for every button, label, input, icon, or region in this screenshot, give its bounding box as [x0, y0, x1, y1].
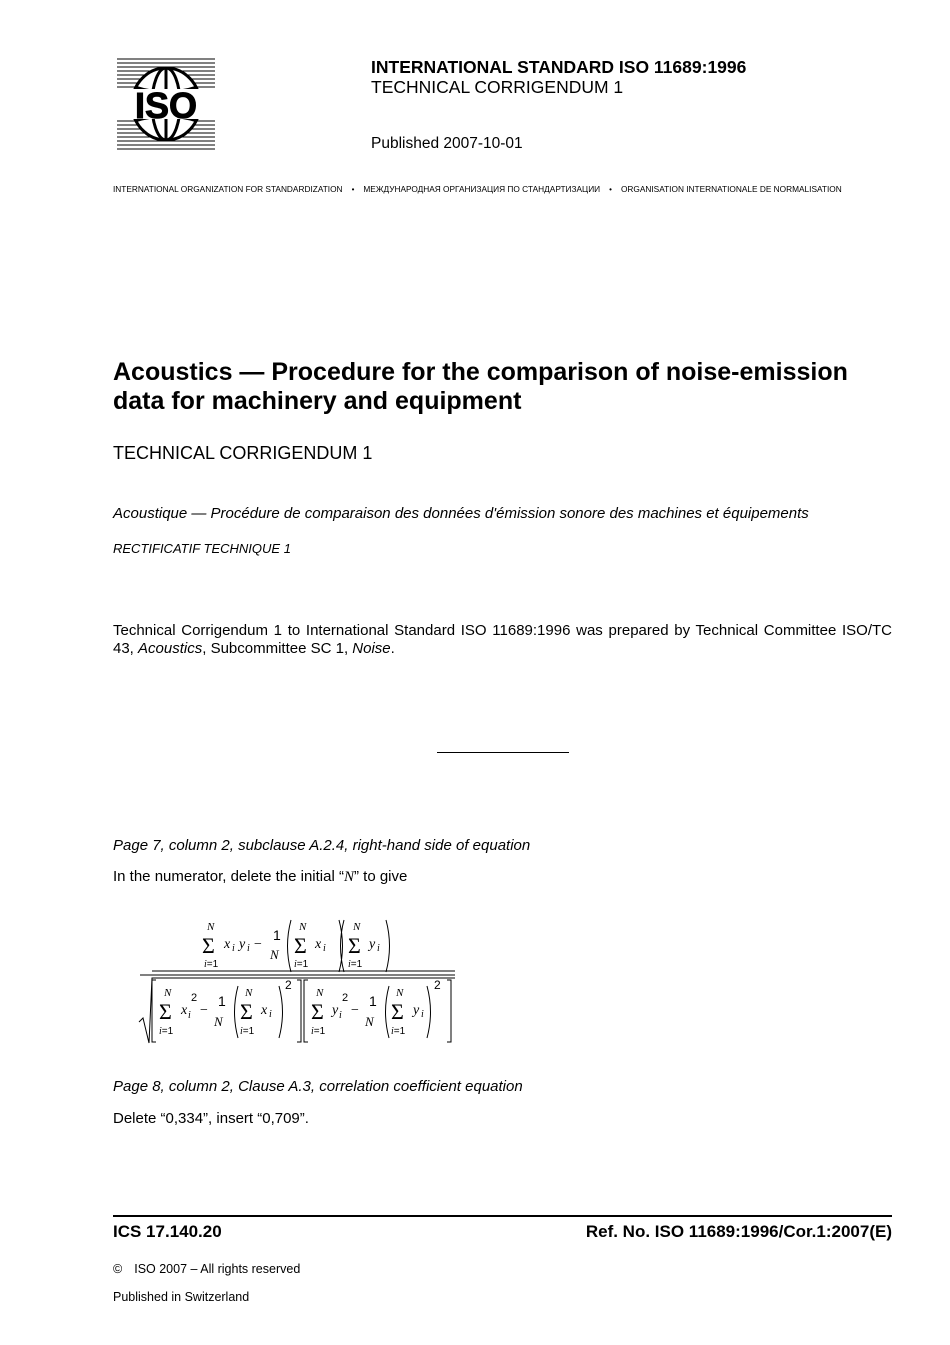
svg-text:i=1: i=1: [240, 1026, 255, 1037]
svg-text:i: i: [339, 1010, 342, 1021]
foreword-paragraph: Technical Corrigendum 1 to International Standard ISO 11689:1996 was prepared by Technical Committee ISO/TC 43, Acoustics, Subcommittee SC 1, Noise.: [113, 622, 892, 657]
svg-text:N: N: [365, 1014, 374, 1029]
svg-text:Σ: Σ: [311, 999, 324, 1024]
copyright-icon: ©: [113, 1262, 123, 1276]
svg-text:i=1: i=1: [311, 1026, 326, 1037]
org-name-french: ORGANISATION INTERNATIONALE DE NORMALISATION: [620, 184, 842, 194]
svg-text:y: y: [413, 1003, 420, 1018]
svg-text:2: 2: [285, 978, 292, 992]
svg-text:i: i: [269, 1009, 272, 1020]
footer-rule: [113, 1215, 892, 1217]
svg-text:i: i: [247, 943, 250, 954]
svg-text:i=1: i=1: [294, 959, 309, 970]
svg-text:Σ: Σ: [159, 999, 172, 1024]
reference-number: Ref. No. ISO 11689:1996/Cor.1:2007(E): [585, 1222, 892, 1241]
subcommittee-name: Noise: [352, 640, 391, 657]
svg-text:N: N: [316, 987, 324, 999]
svg-text:i: i: [421, 1009, 424, 1020]
svg-text:N: N: [353, 921, 361, 933]
svg-text:−: −: [351, 1003, 359, 1018]
bullet-separator: •: [351, 184, 355, 194]
svg-text:N: N: [245, 987, 253, 999]
svg-text:Σ: Σ: [391, 999, 404, 1024]
svg-text:i=1: i=1: [391, 1026, 406, 1037]
standard-title: INTERNATIONAL STANDARD ISO 11689:1996: [371, 57, 747, 77]
corrigendum-header-label: TECHNICAL CORRIGENDUM 1: [371, 77, 624, 97]
organization-line: [113, 184, 893, 194]
svg-text:x: x: [315, 937, 322, 952]
correction-1-instruction: In the numerator, delete the initial “N” to give: [113, 868, 408, 885]
svg-text:i: i: [377, 943, 380, 954]
svg-text:Σ: Σ: [348, 933, 361, 958]
svg-text:y: y: [332, 1003, 339, 1018]
org-name-english: INTERNATIONAL ORGANIZATION FOR STANDARDIZATION: [113, 184, 343, 194]
svg-text:N: N: [270, 947, 279, 962]
svg-text:x: x: [224, 937, 231, 952]
svg-text:1: 1: [218, 993, 226, 1009]
correction-1-reference: Page 7, column 2, subclause A.2.4, right-hand side of equation: [113, 837, 531, 854]
iso-logo: [117, 57, 215, 151]
svg-text:i=1: i=1: [348, 959, 363, 970]
svg-text:2: 2: [342, 992, 349, 1004]
svg-text:N: N: [299, 921, 307, 933]
bullet-separator: •: [609, 184, 612, 194]
svg-text:−: −: [200, 1003, 208, 1018]
correction-2-reference: Page 8, column 2, Clause A.3, correlation coefficient equation: [113, 1078, 523, 1095]
correlation-equation: [130, 910, 470, 1055]
svg-text:Σ: Σ: [240, 999, 253, 1024]
document-title: Acoustics — Procedure for the comparison of noise-emission data for machinery and equipment: [113, 358, 848, 415]
svg-text:x: x: [261, 1003, 268, 1018]
org-name-russian: МЕЖДУНАРОДНАЯ ОРГАНИЗАЦИЯ ПО СТАНДАРТИЗАЦИИ: [363, 184, 601, 194]
corrigendum-label: TECHNICAL CORRIGENDUM 1: [113, 443, 373, 463]
svg-text:N: N: [207, 921, 215, 933]
svg-text:N: N: [214, 1014, 223, 1029]
svg-text:N: N: [396, 987, 404, 999]
copyright-notice: © ISO 2007 – All rights reserved: [113, 1262, 301, 1276]
svg-text:2: 2: [434, 978, 441, 992]
svg-text:y: y: [369, 937, 376, 952]
svg-text:−: −: [254, 937, 262, 952]
svg-text:2: 2: [191, 992, 198, 1004]
separator-rule: [437, 752, 569, 753]
french-title: Acoustique — Procédure de comparaison des données d'émission sonore des machines et équipements: [113, 505, 809, 522]
published-in: Published in Switzerland: [113, 1290, 250, 1304]
published-date: Published 2007-10-01: [371, 135, 523, 152]
svg-text:N: N: [164, 987, 172, 999]
svg-text:i: i: [232, 943, 235, 954]
svg-text:i: i: [323, 943, 326, 954]
svg-text:x: x: [181, 1003, 188, 1018]
svg-text:y: y: [239, 937, 246, 952]
svg-text:1: 1: [273, 927, 281, 943]
svg-text:1: 1: [369, 993, 377, 1009]
ics-code: ICS 17.140.20: [113, 1222, 222, 1241]
french-corrigendum-label: RECTIFICATIF TECHNIQUE 1: [113, 541, 291, 556]
svg-text:i=1: i=1: [204, 959, 219, 970]
svg-text:i=1: i=1: [159, 1026, 174, 1037]
sigma-symbol: Σ: [202, 933, 215, 958]
logo-text: ISO: [134, 85, 198, 126]
correction-2-instruction: Delete “0,334”, insert “0,709”.: [113, 1110, 309, 1127]
committee-name: Acoustics: [138, 640, 203, 657]
svg-text:Σ: Σ: [294, 933, 307, 958]
svg-text:i: i: [188, 1010, 191, 1021]
